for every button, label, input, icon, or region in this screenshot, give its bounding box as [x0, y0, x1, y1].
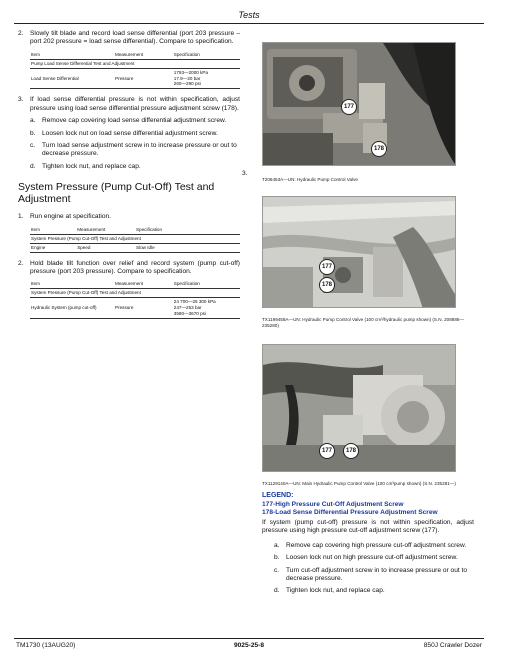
spec-table-engine [30, 226, 240, 253]
col-header-measurement: Measurement [76, 226, 135, 234]
spec-bar: 247—253 bar [173, 305, 202, 310]
cell-measurement: Speed [76, 243, 135, 252]
footer-page-number: 9025-25-8 [233, 642, 265, 649]
spec-kpa: 24 700—25 300 kPa [173, 299, 216, 305]
callout-177: 177 [319, 443, 335, 459]
substep-text: Loosen lock nut on load sense differential adjustment screw. [42, 129, 218, 137]
step-2 [18, 30, 240, 47]
cell-specification: Slow Idle [135, 243, 240, 252]
callout-178: 178 [371, 141, 387, 157]
photo-hydraulic-pump-control-valve [262, 196, 456, 308]
substep-d [30, 163, 240, 171]
substep-number: c. [274, 566, 280, 574]
substep-number: d. [30, 162, 36, 170]
spec-kpa: 1793—2000 kPa [173, 69, 209, 75]
step-text: Hold blade tilt function over relief and record system (pump cut-off) pressure (port 203 pressure). Compare to specification. [30, 259, 240, 275]
spec-table-load-sense [30, 51, 240, 89]
table-span-row: System Pressure (Pump Cut-Off) Test and Adjustment [30, 289, 240, 298]
substep-a [274, 542, 474, 550]
step-3 [18, 96, 240, 113]
col-header-specification: Specification [173, 280, 240, 288]
substep-text: Remove cap covering load sense differential adjustment screw. [42, 117, 227, 125]
cell-measurement: Pressure [114, 68, 173, 89]
photo-pump-control-valve [262, 42, 456, 166]
substep-number: c. [30, 142, 36, 149]
substep-number: b. [274, 554, 280, 562]
legend-title: LEGEND: [262, 492, 294, 499]
caption-photo-2: TX1199458A—UN: Hydraulic Pump Control Valve (100 cm³/hydraulic pump shown) (S.N. 208886—235280) [262, 317, 465, 328]
col-header-measurement: Measurement [114, 280, 173, 288]
section-step-2 [18, 260, 240, 277]
callout-177: 177 [341, 99, 357, 115]
spec-psi: 260—290 psi [173, 81, 201, 87]
table-row [30, 68, 240, 89]
table-row [30, 298, 240, 319]
callout-178: 178 [343, 443, 359, 459]
substep-number: a. [30, 117, 36, 125]
col-header-specification: Specification [173, 51, 240, 59]
table-span-row: Pump Load Sense Differential Test and Adjustment [30, 59, 240, 68]
footer-manual-id: TM1730 (13AUG20) [16, 642, 76, 649]
body-text: If system (pump cut-off) pressure is not within specification, adjust pressure using high pressure cut-off adjustment screw (177). [262, 518, 474, 535]
legend [262, 492, 474, 600]
caption-photo-3: TX1129140A—UN: Main Hydraulic Pump Control Valve (100 cm³pump shown) (S.N. 235281—) [262, 481, 456, 486]
photo-illustration [263, 43, 456, 166]
cell-specification [173, 68, 240, 89]
substep-number: d. [274, 587, 280, 595]
col-header-item: Item [30, 280, 114, 288]
step-3-right: 3. [242, 170, 248, 177]
substep-d [274, 587, 474, 595]
photo-illustration [263, 345, 456, 472]
section-title: System Pressure (Pump Cut-Off) Test and Adjustment [18, 181, 215, 206]
header-title: Tests [238, 10, 260, 20]
left-column [18, 30, 240, 326]
callout-178: 178 [319, 277, 335, 293]
substep-text: Turn load sense adjustment screw in to increase pressure or out to decrease pressure. [42, 142, 237, 158]
substep-b [274, 554, 474, 562]
spec-table-system-pressure [30, 280, 240, 318]
substep-text: Remove cap covering high pressure cut-off adjustment screw. [286, 541, 467, 549]
step-text: Run engine at specification. [30, 213, 112, 221]
col-header-specification: Specification [135, 226, 240, 234]
col-header-item: Item [30, 226, 76, 234]
col-header-measurement: Measurement [114, 51, 173, 59]
table-row [30, 243, 240, 252]
legend-item-177: 177-High Pressure Cut-Off Adjustment Screw [262, 500, 404, 508]
substep-c [30, 142, 240, 159]
spec-psi: 3580—3670 psi [173, 310, 206, 316]
caption-photo-1: T206453A—UN: Hydraulic Pump Control Valve [262, 177, 358, 182]
step-text: Slowly tilt blade and record load sense differential (port 203 pressure – port 202 pressure = load sense differential). Compare to specification. [30, 30, 240, 46]
cell-specification [173, 298, 240, 319]
cell-measurement: Pressure [114, 298, 173, 319]
photo-illustration [263, 197, 456, 308]
footer-model: 850J Crawler Dozer [423, 642, 482, 649]
step-number: 2. [18, 259, 24, 267]
step-text: If load sense differential pressure is not within specification, adjust pressure using load sense differential pressure adjustment screw (178). [30, 96, 240, 112]
col-header-item: Item [30, 51, 114, 59]
cell-item: Hydraulic System (pump cut-off) [30, 298, 114, 319]
substep-c [274, 567, 474, 584]
table-span-row: System Pressure (Pump Cut-Off) Test and Adjustment [30, 234, 240, 243]
page-footer [14, 638, 484, 652]
step-number: 3. [18, 96, 24, 104]
substep-number: a. [274, 541, 280, 549]
substep-text: Loosen lock nut on high pressure cut-off adjustment screw. [286, 554, 458, 562]
section-step-1 [18, 213, 240, 221]
substep-text: Tighten lock nut, and replace cap. [286, 587, 385, 595]
substep-text: Tighten lock nut, and replace cap. [42, 162, 141, 170]
photo-main-hydraulic-pump-control-valve [262, 344, 456, 472]
legend-item-178: 178-Load Sense Differential Pressure Adjustment Screw [262, 509, 438, 517]
substep-a [30, 117, 240, 125]
substep-number: b. [30, 129, 36, 137]
substep-b [30, 130, 240, 138]
substeps-right [262, 542, 474, 596]
cell-item: Load Sense Differential [30, 68, 114, 89]
substep-text: Turn cut-off adjustment screw in to increase pressure or out to decrease pressure. [286, 566, 468, 583]
step-number: 1. [18, 213, 24, 221]
page-header [14, 8, 484, 24]
spec-bar: 17.9—20 bar [173, 75, 201, 81]
cell-item: Engine [30, 243, 76, 252]
callout-177: 177 [319, 259, 335, 275]
step-number: 2. [18, 30, 24, 37]
